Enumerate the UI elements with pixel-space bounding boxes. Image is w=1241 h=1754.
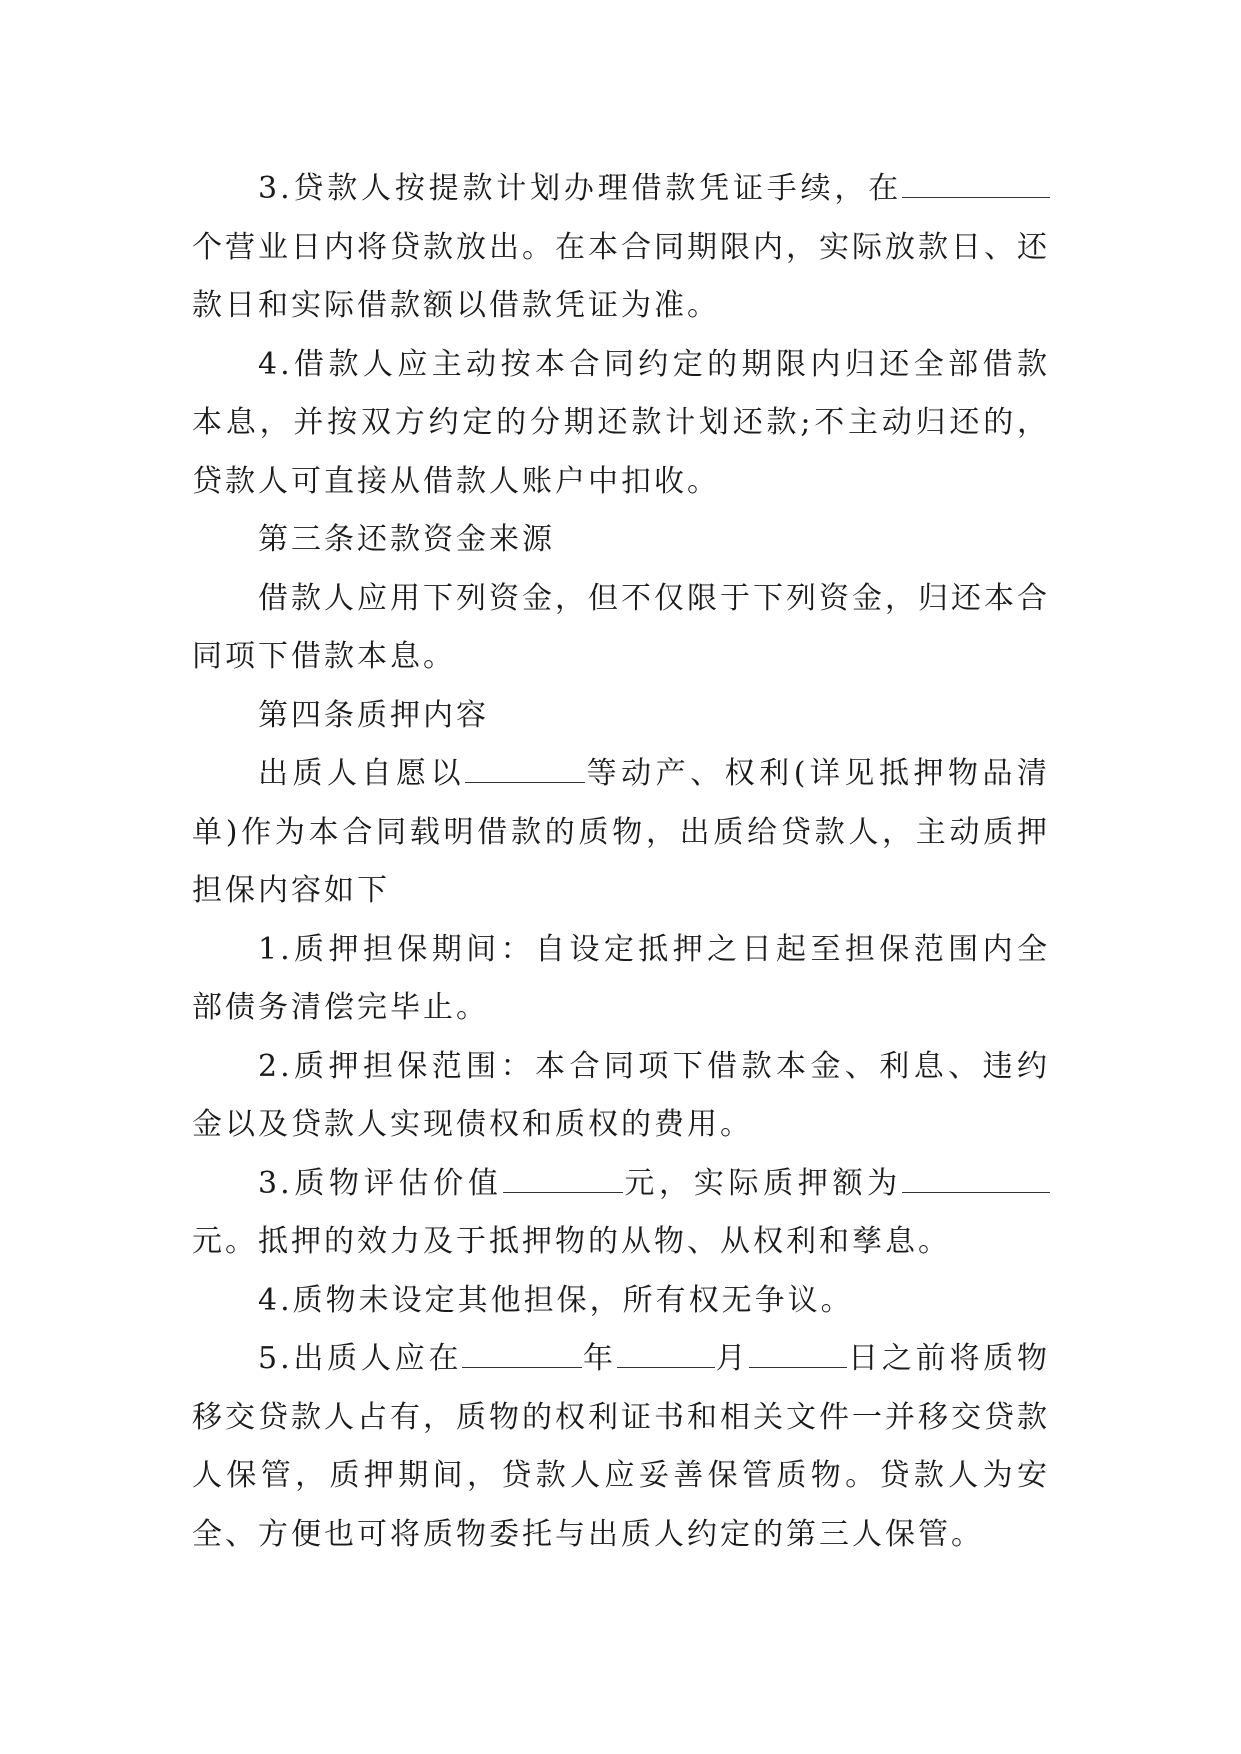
- blank-year: [462, 1334, 582, 1368]
- article-4-heading: 第四条质押内容: [258, 697, 489, 733]
- blank-assessed-value: [503, 1159, 623, 1193]
- paragraph-pledge-intro: [192, 745, 1050, 921]
- paragraph-text: 月: [714, 1341, 750, 1376]
- paragraph-text: 元，实际质押额为: [622, 1165, 903, 1201]
- blank-pledge-amount: [902, 1159, 1050, 1193]
- document-body: [192, 160, 1050, 1564]
- article-3-heading: 第三条还款资金来源: [258, 522, 555, 557]
- paragraph-text: 元。抵押的效力及于抵押物的从物、从权利和孳息。: [192, 1224, 951, 1259]
- paragraph-text: 年: [582, 1341, 617, 1376]
- paragraph-no-other-guarantee: 4.质物未设定其他担保，所有权无争议。: [258, 1282, 854, 1318]
- paragraph-repayment: 4.借款人应主动按本合同约定的期限内归还全部借款本息，并按双方约定的分期还款计划还款;不主动归还的，贷款人可直接从借款人账户中扣收。: [192, 346, 1050, 499]
- paragraph-text: 个营业日内将贷款放出。在本合同期限内，实际放款日、还款日和实际借款额以借款凭证为准。: [192, 229, 1050, 323]
- paragraph-text: 出质人自愿以: [258, 756, 466, 791]
- paragraph-transfer-date: [192, 1330, 1050, 1564]
- blank-month: [617, 1334, 715, 1368]
- paragraph-text: 3.质物评估价值: [258, 1165, 503, 1201]
- paragraph-text: 3.贷款人按提款计划办理借款凭证手续，在: [258, 171, 902, 206]
- paragraph-repayment-source: 借款人应用下列资金，但不仅限于下列资金，归还本合同项下借款本息。: [192, 580, 1050, 674]
- blank-business-days: [902, 164, 1050, 198]
- paragraph-text: 等动产、权利(详见抵押物品清单)作为本合同载明借款的质物，出质给贷款人，主动质押担保内容如下: [192, 756, 1050, 908]
- paragraph-disbursement: [192, 160, 1050, 336]
- paragraph-pledge-value: [192, 1155, 1050, 1272]
- blank-day: [749, 1334, 847, 1368]
- paragraph-pledge-scope: 2.质押担保范围：本合同项下借款本金、利息、违约金以及贷款人实现债权和质权的费用。: [192, 1048, 1050, 1142]
- paragraph-text: 5.出质人应在: [258, 1341, 463, 1376]
- paragraph-pledge-period: 1.质押担保期间：自设定抵押之日起至担保范围内全部债务清偿完毕止。: [192, 931, 1050, 1025]
- paragraph-text: 日之前将质物移交贷款人占有，质物的权利证书和相关文件一并移交贷款人保管，质押期间，贷款人应妥善保管质物。贷款人为安全、方便也可将质物委托与出质人约定的第三人保管。: [192, 1341, 1050, 1552]
- blank-pledged-property: [465, 749, 585, 783]
